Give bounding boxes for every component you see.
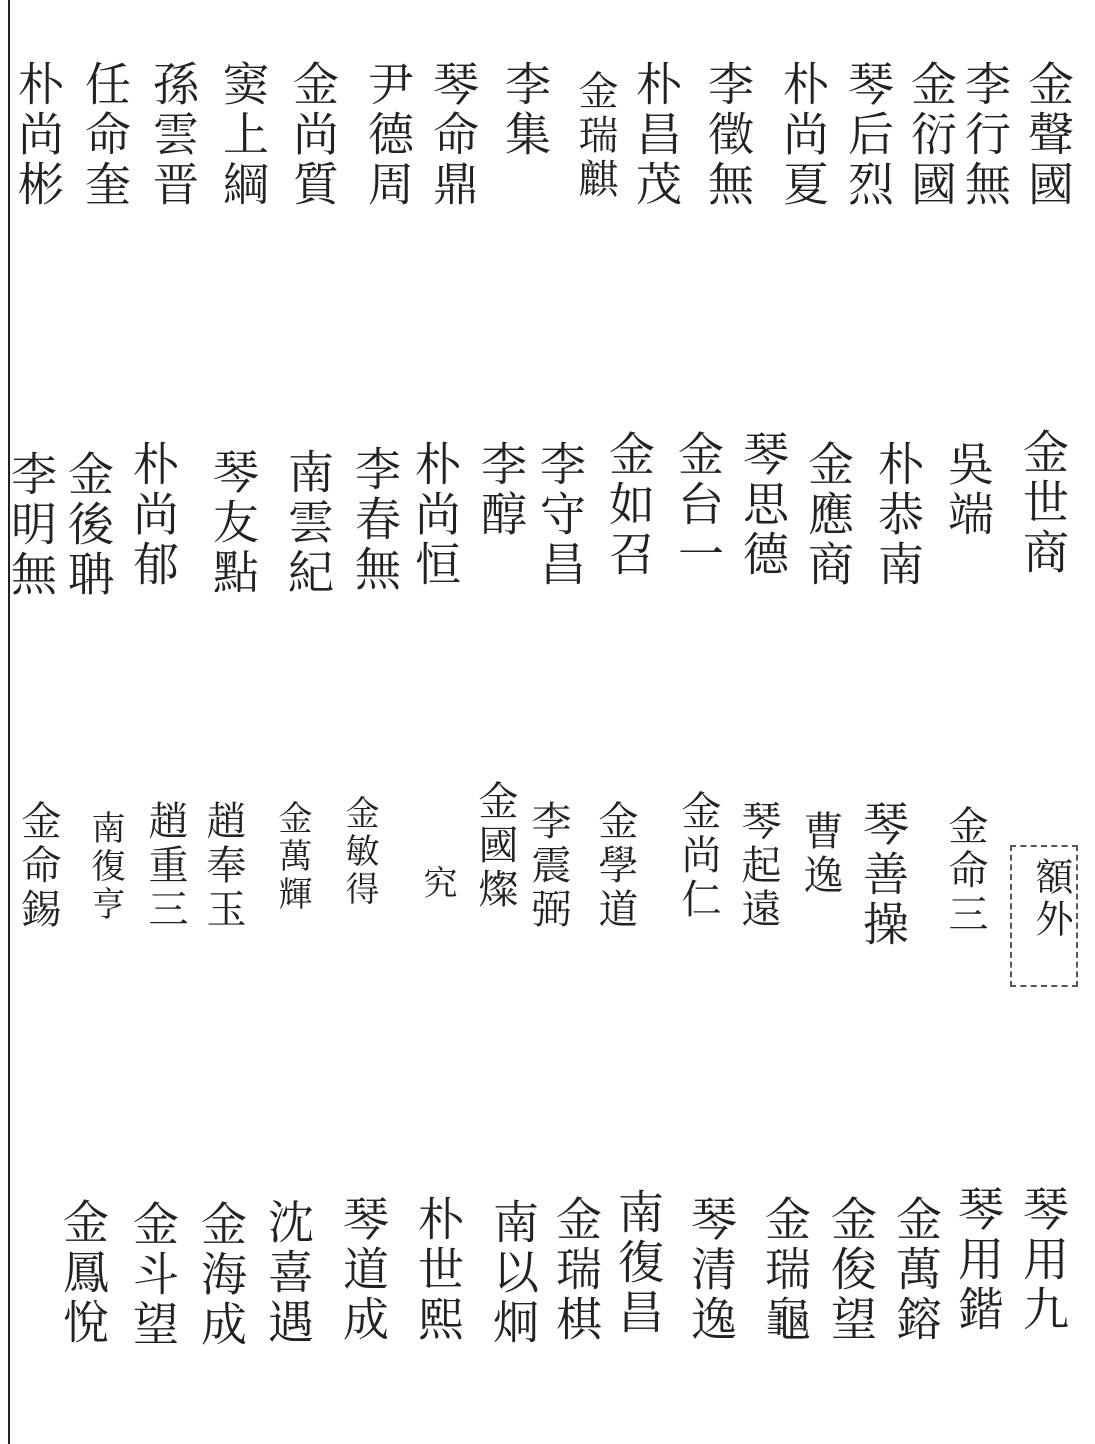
seal-stamp (1010, 845, 1078, 987)
name-column: 趙重三 (142, 800, 188, 932)
name-column: 沈喜遇 (261, 1198, 315, 1348)
name-column: 金應商 (801, 440, 855, 590)
name-column: 窦上綱 (216, 60, 270, 210)
name-column: 金俊望 (824, 1195, 878, 1345)
name-column: 琴道成 (336, 1195, 390, 1345)
name-column: 南雲紀 (281, 448, 335, 598)
name-column: 金尚質 (286, 60, 340, 210)
name-column: 孫雲晋 (146, 60, 200, 210)
name-column: 朴尚郁 (126, 440, 180, 590)
name-column: 琴后烈 (841, 60, 895, 210)
name-column: 曹逸 (797, 810, 843, 898)
name-column: 朴尚彬 (11, 60, 65, 210)
name-column: 李春無 (348, 445, 402, 595)
name-column: 朴昌茂 (629, 60, 683, 210)
name-column: 琴友點 (206, 448, 260, 598)
name-column: 金後聃 (61, 450, 115, 600)
seal-label: 額外 (1029, 857, 1073, 941)
name-column: 琴思德 (736, 430, 790, 580)
name-column: 金瑞麒 (572, 70, 618, 202)
name-column: 琴用鍇 (951, 1185, 1005, 1335)
name-column: 南復亨 (85, 810, 125, 924)
name-column: 金瑞龜 (758, 1195, 812, 1345)
name-column: 尹德周 (361, 60, 415, 210)
name-column: 吳端 (941, 440, 995, 540)
name-column: 究 (417, 865, 457, 903)
name-column: 李守昌 (533, 440, 587, 590)
name-column: 李明無 (4, 450, 58, 600)
name-column: 金國燦 (472, 780, 518, 912)
name-column: 李醇 (474, 440, 528, 540)
name-column: 琴善操 (856, 800, 910, 950)
name-column: 金命三 (942, 805, 988, 937)
left-margin-rule (8, 0, 10, 1444)
name-column: 金如召 (602, 430, 656, 580)
name-column: 琴清逸 (684, 1195, 738, 1345)
name-column: 金尚仁 (675, 790, 721, 922)
name-column: 金萬鎔 (889, 1195, 943, 1345)
name-column: 金衍國 (904, 60, 958, 210)
name-column: 任命奎 (78, 60, 132, 210)
name-column: 南以炯 (486, 1198, 540, 1348)
name-column: 趙奉玉 (200, 800, 246, 932)
name-column: 朴世熙 (411, 1195, 465, 1345)
name-column: 李震弼 (525, 800, 571, 932)
name-column: 李徵無 (701, 60, 755, 210)
name-column: 朴尚恒 (408, 440, 462, 590)
name-column: 金學道 (592, 800, 638, 932)
name-column: 金海成 (194, 1200, 248, 1350)
name-column: 朴尚夏 (776, 60, 830, 210)
name-column: 金命錫 (15, 800, 61, 932)
name-column: 金聲國 (1021, 60, 1075, 210)
name-column: 李集 (498, 60, 552, 160)
name-column: 金敏得 (339, 795, 379, 909)
name-column: 琴用九 (1016, 1185, 1070, 1335)
name-column: 李行無 (958, 60, 1012, 210)
name-column: 金鳳悅 (56, 1198, 110, 1348)
name-column: 金台一 (671, 430, 725, 580)
name-column: 金世商 (1016, 428, 1070, 578)
name-column: 朴恭南 (871, 440, 925, 590)
name-column: 金斗望 (126, 1200, 180, 1350)
name-column: 金瑞棋 (549, 1195, 603, 1345)
name-column: 南復昌 (611, 1188, 665, 1338)
name-column: 琴命鼎 (426, 60, 480, 210)
name-column: 金萬輝 (272, 800, 312, 914)
name-column: 琴起遠 (735, 800, 781, 932)
